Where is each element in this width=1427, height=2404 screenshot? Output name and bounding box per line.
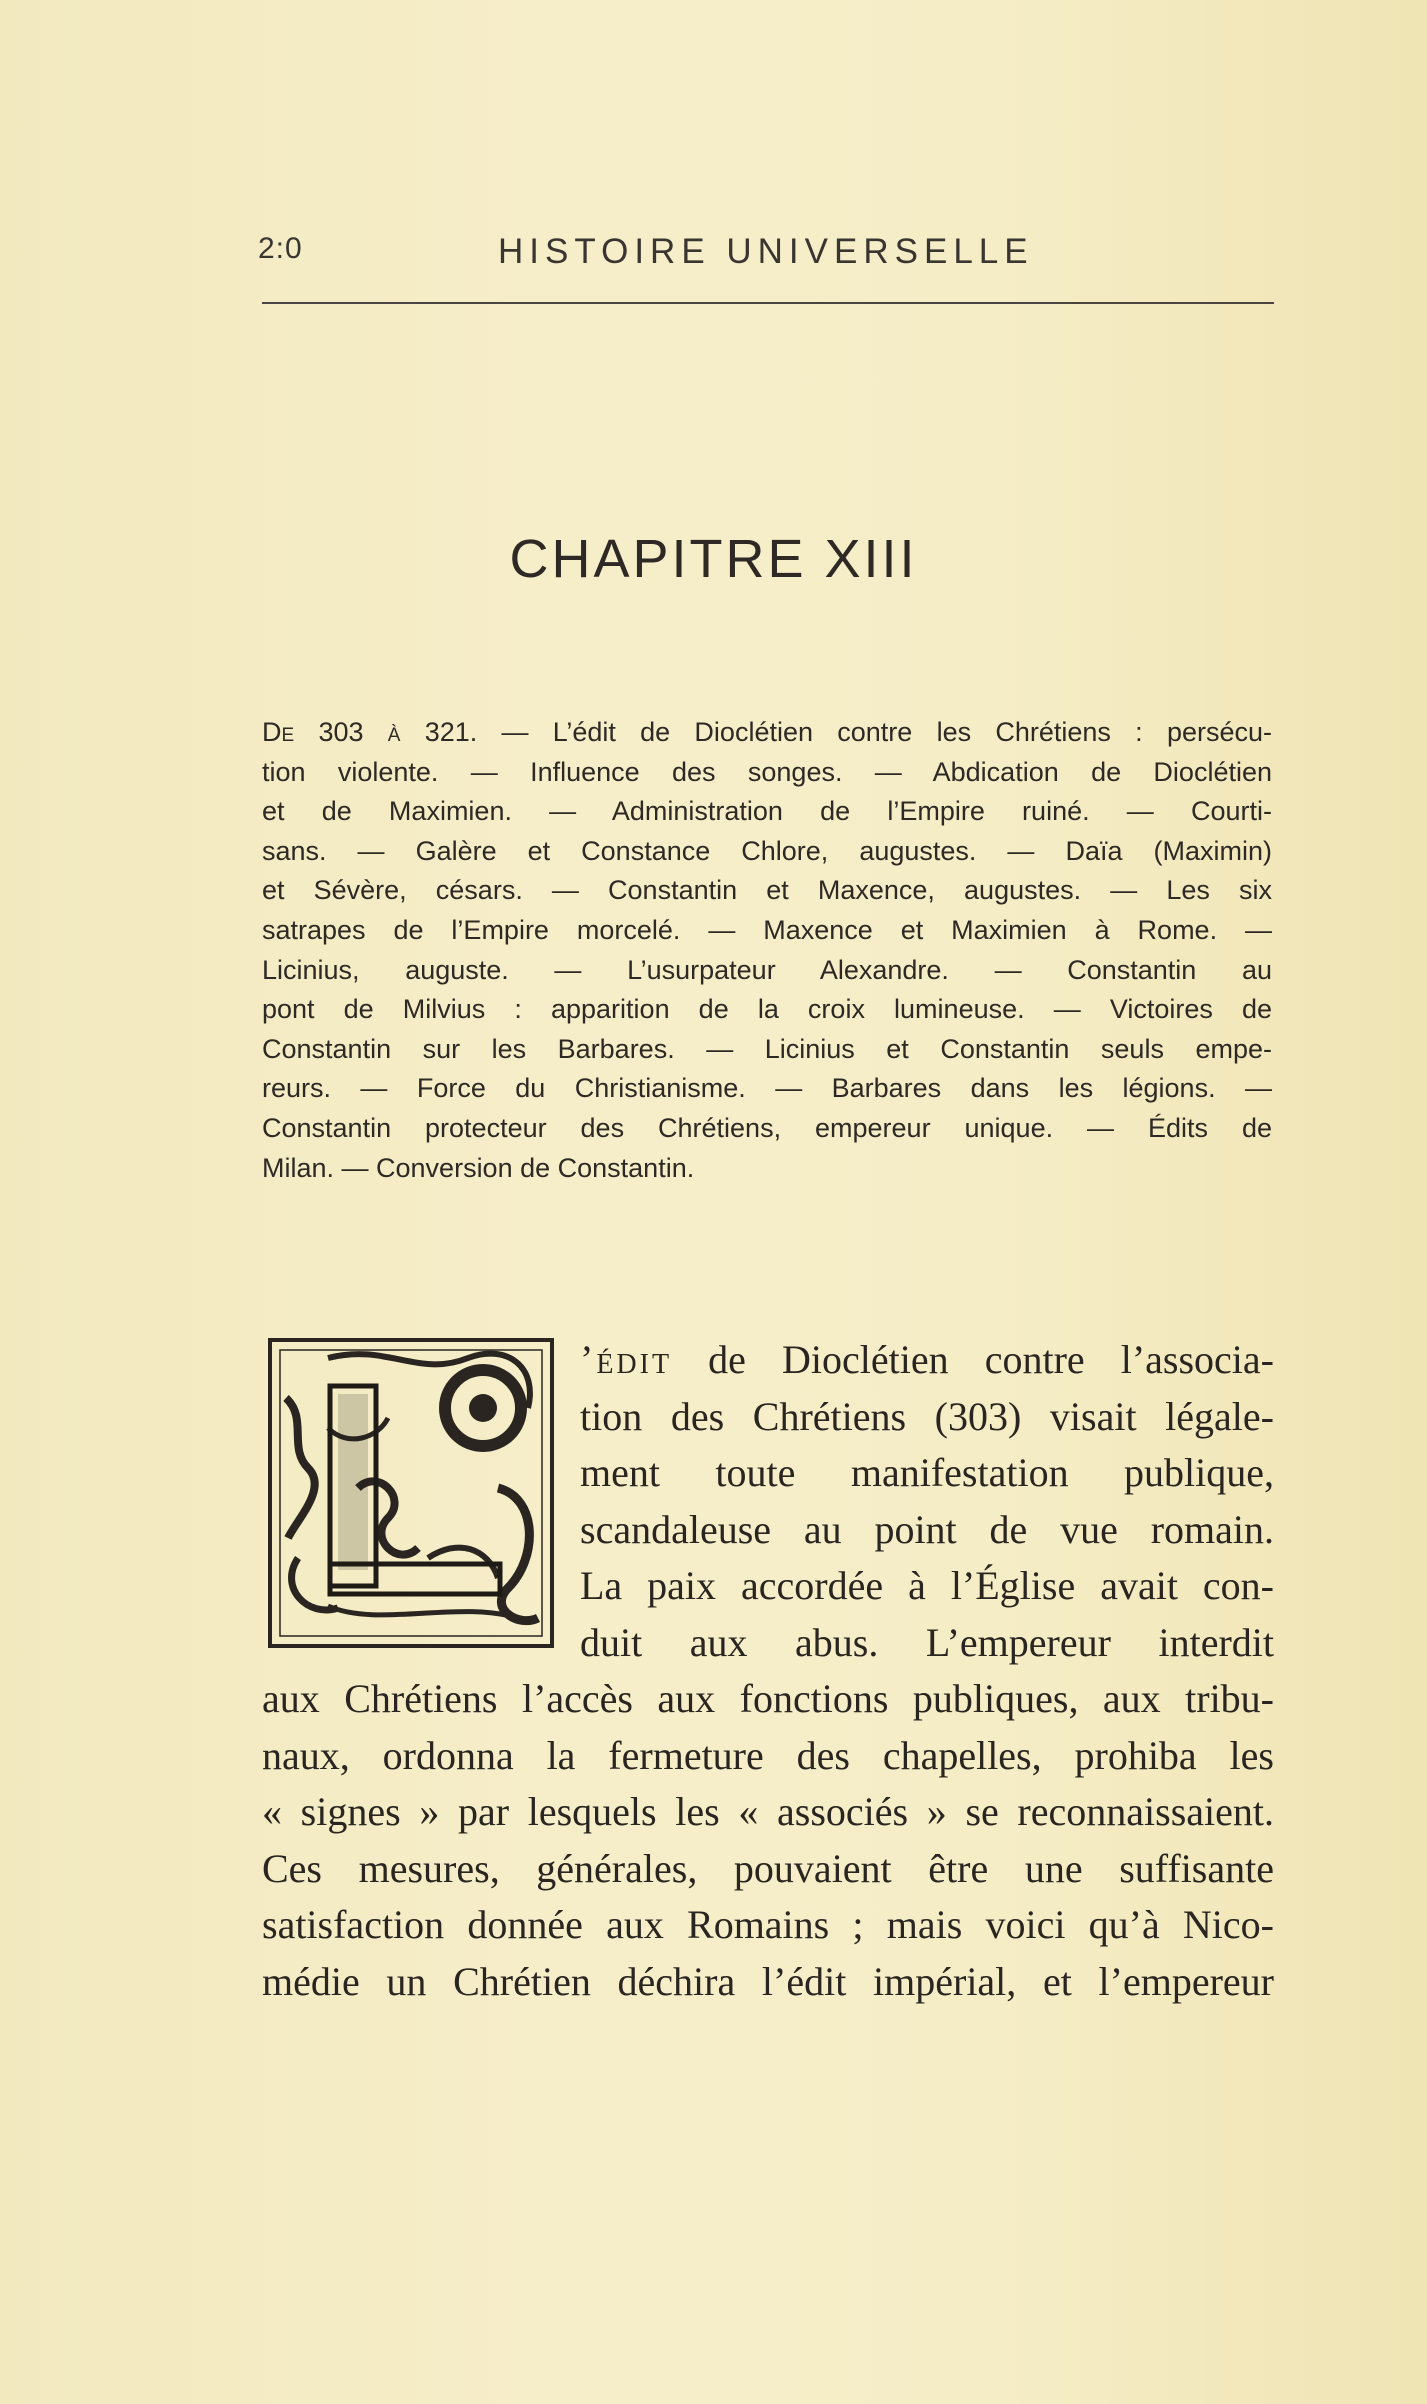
summary-line: tion violente. — Influence des songes. — Abdication de Dioclétien xyxy=(262,756,1272,787)
header-rule xyxy=(262,302,1274,304)
body-line: naux, ordonna la fermeture des chapelles, prohiba les xyxy=(262,1732,1274,1778)
summary-line: satrapes de l’Empire morcelé. — Maxence et Maximien à Rome. — xyxy=(262,914,1272,945)
summary-line: pont de Milvius : apparition de la croix lumineuse. — Victoires de xyxy=(262,994,1272,1025)
body-line: La paix accordée à l’Église avait con- xyxy=(580,1563,1274,1608)
body-paragraph xyxy=(262,1332,1274,2010)
body-line: ment toute manifestation publique, xyxy=(580,1450,1274,1495)
first-word-rest: ’édit xyxy=(580,1337,673,1382)
chapter-summary xyxy=(262,713,1272,1188)
page-number: 2:0 xyxy=(258,232,303,265)
summary-line: Milan. — Conversion de Constantin. xyxy=(262,1152,695,1183)
body-line: médie un Chrétien déchira l’édit impérial, et l’empereur xyxy=(262,1958,1274,2004)
summary-line: et de Maximien. — Administration de l’Empire ruiné. — Courti- xyxy=(262,796,1272,827)
body-line: « signes » par lesquels les « associés » se reconnaissaient. xyxy=(262,1789,1274,1834)
body-line: tion des Chrétiens (303) visait légale- xyxy=(580,1393,1274,1439)
chapter-title: CHAPITRE XIII xyxy=(509,529,918,589)
summary-date-range: De 303 à 321. xyxy=(262,717,478,747)
body-line: ’édit de Dioclétien contre l’associa- xyxy=(580,1337,1274,1382)
body-line: duit aux abus. L’empereur interdit xyxy=(580,1619,1274,1665)
summary-line: Constantin protecteur des Chrétiens, empereur unique. — Édits de xyxy=(262,1112,1272,1143)
running-title: HISTOIRE UNIVERSELLE xyxy=(498,232,1034,271)
summary-line: De 303 à 321. — L’édit de Dioclétien contre les Chrétiens : persécu- xyxy=(262,717,1273,747)
body-line: scandaleuse au point de vue romain. xyxy=(580,1506,1274,1552)
summary-line: Licinius, auguste. — L’usurpateur Alexandre. — Constantin au xyxy=(262,954,1272,985)
summary-line: Constantin sur les Barbares. — Licinius et Constantin seuls empe- xyxy=(262,1033,1272,1064)
summary-line: reurs. — Force du Christianisme. — Barbares dans les légions. — xyxy=(262,1073,1272,1104)
running-head xyxy=(258,232,1278,282)
summary-line: et Sévère, césars. — Constantin et Maxence, augustes. — Les six xyxy=(262,875,1272,906)
summary-line: sans. — Galère et Constance Chlore, augustes. — Daïa (Maximin) xyxy=(262,835,1272,866)
body-line: satisfaction donnée aux Romains ; mais voici qu’à Nico- xyxy=(262,1902,1274,1947)
body-line: Ces mesures, générales, pouvaient être une suffisante xyxy=(262,1845,1274,1891)
body-line: aux Chrétiens l’accès aux fonctions publiques, aux tribu- xyxy=(262,1676,1274,1721)
